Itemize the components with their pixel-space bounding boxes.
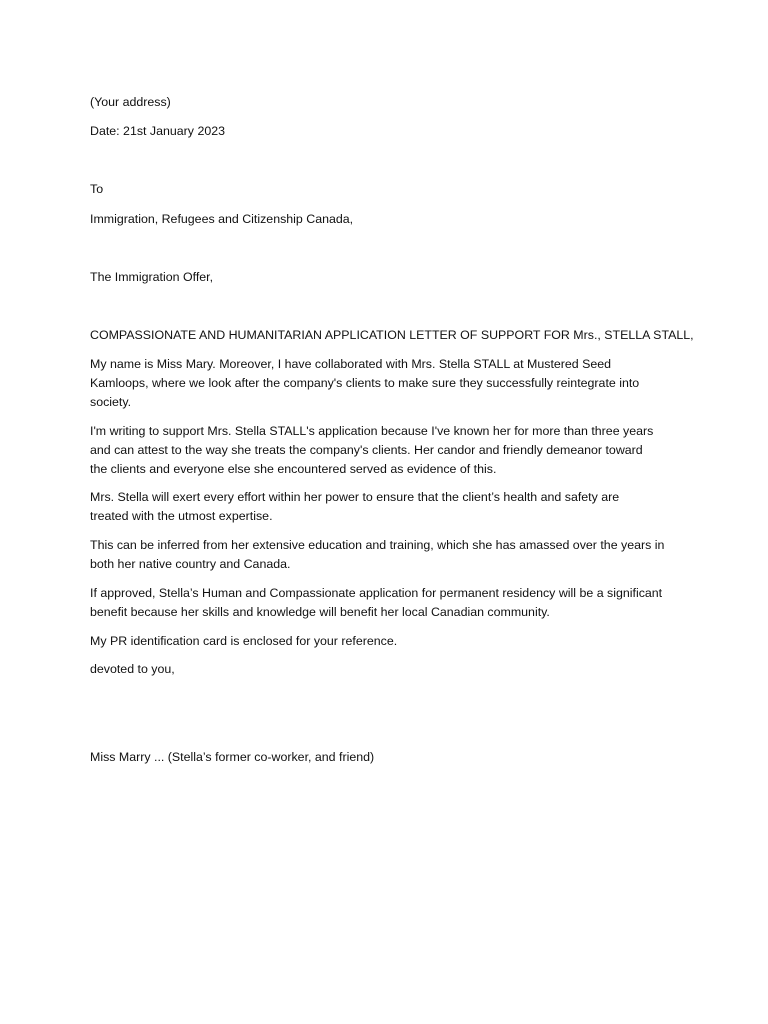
attention-line: The Immigration Offer, — [90, 270, 214, 284]
body-paragraph — [90, 488, 690, 526]
body-paragraph — [90, 422, 690, 479]
paragraph-line: Mrs. Stella will exert every effort within her power to ensure that the client’s health and safety are — [90, 490, 620, 504]
recipient-name: Immigration, Refugees and Citizenship Canada, — [90, 212, 354, 226]
paragraph-line: and can attest to the way she treats the company's clients. Her candor and friendly demeanor toward — [90, 443, 643, 457]
paragraph-line: both her native country and Canada. — [90, 557, 291, 571]
sender-address: (Your address) — [90, 95, 171, 109]
paragraph-line: treated with the utmost expertise. — [90, 509, 273, 523]
body-paragraph — [90, 355, 690, 412]
letter-subject: COMPASSIONATE AND HUMANITARIAN APPLICATION LETTER OF SUPPORT FOR Mrs., STELLA STALL, — [90, 328, 694, 342]
paragraph-line: My name is Miss Mary. Moreover, I have collaborated with Mrs. Stella STALL at Mustered Seed — [90, 357, 612, 371]
paragraph-line: If approved, Stella’s Human and Compassionate application for permanent residency will be a significant — [90, 586, 663, 600]
paragraph-line: the clients and everyone else she encountered served as evidence of this. — [90, 462, 497, 476]
paragraph-line: society. — [90, 395, 132, 409]
letter-date: Date: 21st January 2023 — [90, 124, 226, 138]
body-paragraph — [90, 632, 690, 651]
paragraph-line: benefit because her skills and knowledge will benefit her local Canadian community. — [90, 605, 550, 619]
body-paragraph — [90, 536, 690, 574]
paragraph-line: My PR identification card is enclosed for your reference. — [90, 634, 398, 648]
paragraph-line: Kamloops, where we look after the company's clients to make sure they successfully reintegrate into — [90, 376, 640, 390]
signature-line: Miss Marry ... (Stella’s former co-worker, and friend) — [90, 750, 375, 764]
letter-closing: devoted to you, — [90, 662, 175, 676]
body-paragraph — [90, 584, 690, 622]
paragraph-line: I'm writing to support Mrs. Stella STALL's application because I've known her for more than three years — [90, 424, 654, 438]
paragraph-line: This can be inferred from her extensive education and training, which she has amassed over the years in — [90, 538, 665, 552]
to-label: To — [90, 182, 104, 196]
